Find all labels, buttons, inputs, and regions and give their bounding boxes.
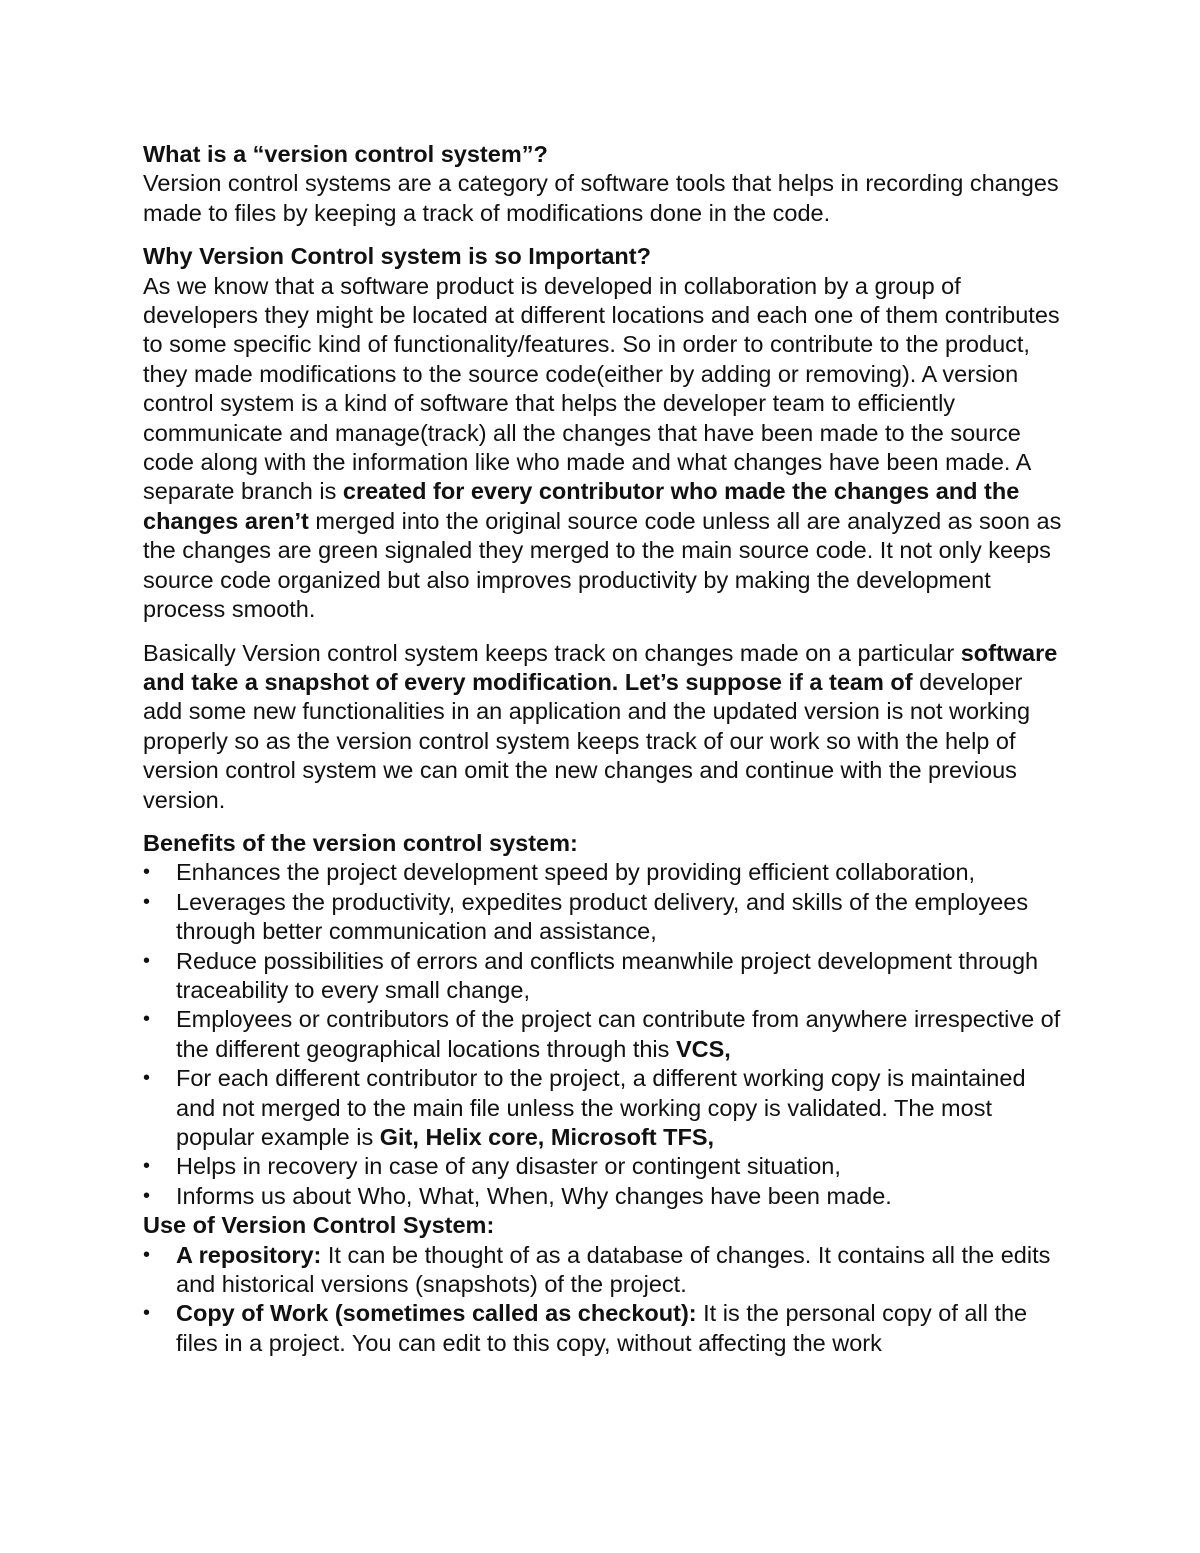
bold-text-run: software and take a snapshot of every modification. Let’s suppose if a team of	[143, 639, 1058, 695]
heading-what-is-vcs: What is a “version control system”?	[143, 141, 548, 167]
list-item	[143, 1064, 1063, 1152]
term-copy-of-work: Copy of Work (sometimes called as checkout):	[176, 1300, 697, 1327]
paragraph-definition: Version control systems are a category of software tools that helps in recording changes made to files by keeping a track of modifications done in the code.	[143, 170, 1059, 226]
list-item: • Enhances the project development speed by providing efficient collaboration,	[143, 858, 1063, 887]
list-item: • Informs us about Who, What, When, Why changes have been made.	[143, 1182, 1063, 1211]
text-run: merged into the original source code unless all are analyzed as soon as the changes are green signaled they merged to the main source code. It not only keeps source code organized but also improves productivity by making the development process smooth.	[143, 507, 1062, 623]
list-item: • Leverages the productivity, expedites product delivery, and skills of the employees through better communication and assistance,	[143, 888, 1063, 947]
bold-text-run: created for every contributor who made the changes and the changes aren’t	[143, 478, 1020, 534]
document-page	[143, 140, 1063, 1358]
paragraph-importance	[143, 272, 1063, 625]
bold-text-run: VCS,	[675, 1035, 731, 1062]
heading-use-of-vcs: Use of Version Control System:	[143, 1212, 495, 1239]
text-run: developer add some new functionalities in an application and the updated version is not working properly so as the version control system keeps track of our work so with the help of version control system we can omit the new changes and continue with the previous version.	[143, 668, 1031, 813]
list-item: • Reduce possibilities of errors and conflicts meanwhile project development through traceability to every small change,	[143, 947, 1063, 1006]
bold-text-run: Git, Helix core, Microsoft TFS,	[379, 1124, 715, 1150]
use-list	[143, 1241, 1063, 1359]
text-run: Basically Version control system keeps track on changes made on a particular	[143, 639, 961, 666]
heading-why-important: Why Version Control system is so Important?	[143, 243, 651, 270]
paragraph-basically	[143, 639, 1063, 815]
list-item: • Helps in recovery in case of any disaster or contingent situation,	[143, 1152, 1063, 1181]
text-run: It can be thought of as a database of changes. It contains all the edits and historical versions (snapshots) of the project.	[176, 1241, 1051, 1298]
list-item	[143, 1299, 1063, 1358]
list-item	[143, 1005, 1063, 1064]
heading-benefits: Benefits of the version control system:	[143, 829, 578, 856]
text-run: It is the personal copy of all the files in a project. You can edit to this copy, without affecting the work	[176, 1300, 1028, 1356]
text-run: As we know that a software product is developed in collaboration by a group of developers they might be located at different locations and each one of them contributes to some specific kind of functionality/features. So in order to contribute to the product, they made modifications to the source code(either by adding or removing). A version control system is a kind of software that helps the developer team to efficiently communicate and manage(track) all the changes that have been made to the source code along with the information like who made and what changes have been made. A separate branch is	[143, 272, 1060, 505]
benefits-list	[143, 858, 1063, 1211]
text-run: For each different contributor to the project, a different working copy is maintained and not merged to the main file unless the working copy is validated. The most popular example is	[176, 1065, 1026, 1150]
list-item	[143, 1241, 1063, 1300]
text-run: Employees or contributors of the project can contribute from anywhere irrespective of the different geographical locations through this	[176, 1006, 1061, 1062]
term-repository: A repository:	[176, 1241, 322, 1268]
